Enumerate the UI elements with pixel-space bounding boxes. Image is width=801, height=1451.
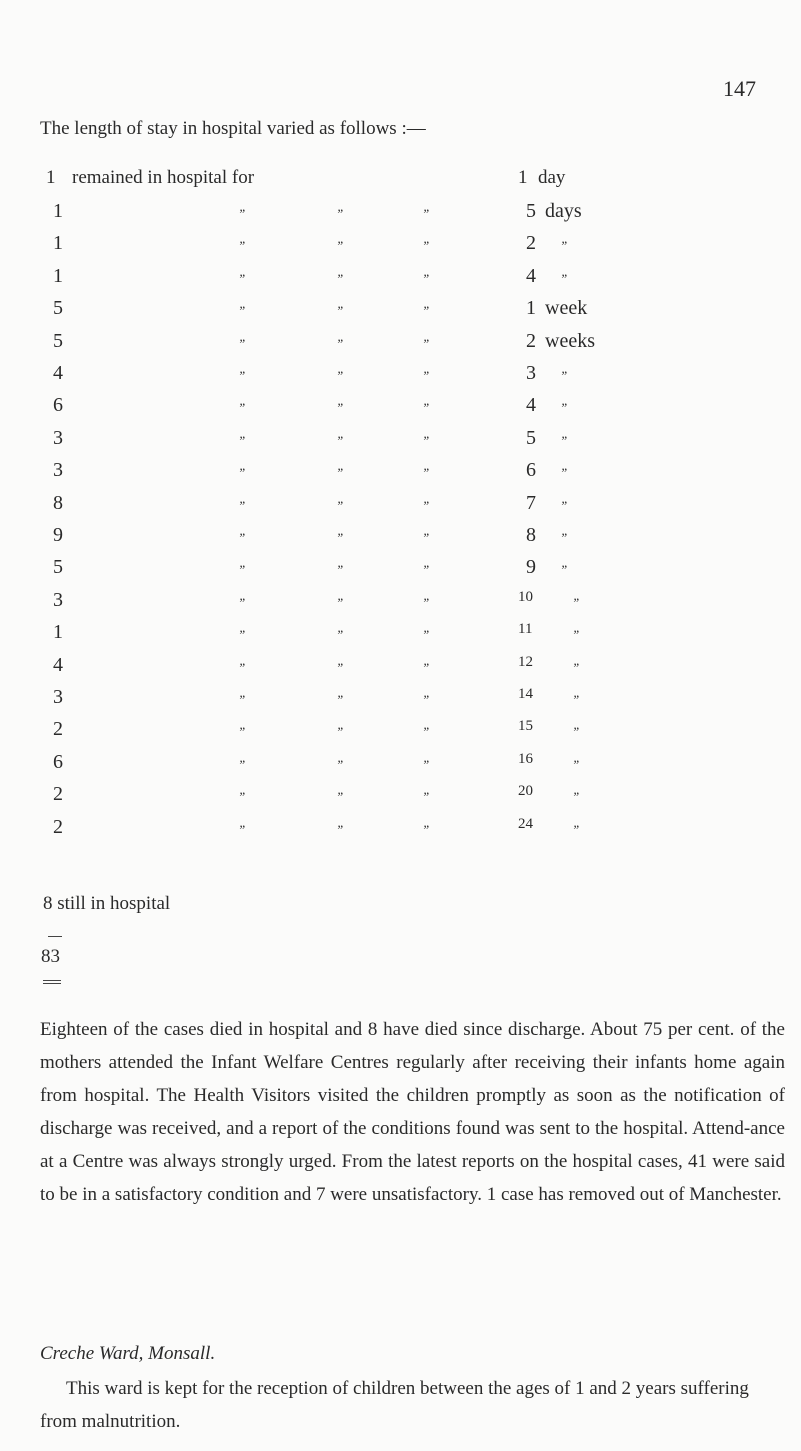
- row-count: 5: [53, 297, 63, 320]
- ditto-mark: ”: [336, 530, 344, 545]
- stay-row: [0, 265, 801, 295]
- stay-row: [0, 492, 801, 522]
- ditto-mark: ”: [336, 497, 344, 513]
- row-duration: 16: [518, 750, 533, 767]
- row-count: 5: [53, 329, 63, 352]
- ditto-mark: ”: [336, 238, 344, 254]
- stay-row: [0, 427, 801, 457]
- ditto-mark: ”: [336, 627, 344, 643]
- double-rule-bottom: [43, 983, 61, 984]
- ditto-mark: ”: [238, 659, 246, 675]
- ditto-mark: ”: [336, 368, 344, 383]
- ditto-mark: ”: [422, 821, 430, 837]
- stay-row: [0, 297, 801, 327]
- stay-row: [0, 621, 801, 651]
- row-count: 1: [53, 232, 63, 255]
- row-count: 3: [53, 686, 63, 708]
- ditto-mark: ”: [422, 335, 430, 351]
- stay-row: [0, 783, 801, 813]
- ditto-mark: ”: [238, 530, 246, 545]
- row-duration: 9: [526, 556, 536, 579]
- ditto-mark: ”: [422, 692, 430, 707]
- still-in-hospital: 8 still in hospital: [43, 893, 171, 914]
- row-duration: 7: [526, 491, 536, 514]
- row-unit: ”: [572, 821, 580, 837]
- row-unit: weeks: [545, 329, 595, 352]
- ditto-mark: ”: [422, 400, 430, 416]
- row-count: 8: [53, 491, 63, 514]
- ditto-mark: ”: [422, 270, 430, 286]
- ditto-mark: ”: [238, 432, 246, 448]
- row-unit: ”: [560, 497, 568, 513]
- page-number: 147: [723, 76, 756, 101]
- row-count: 1: [53, 264, 63, 287]
- row-unit: ”: [560, 530, 568, 545]
- row-unit: ”: [572, 594, 580, 610]
- intro-line: The length of stay in hospital varied as follows :—: [40, 118, 426, 139]
- first-text: remained in hospital for: [72, 167, 255, 188]
- ditto-mark: ”: [422, 238, 430, 254]
- first-duration: 1: [518, 167, 528, 188]
- ditto-mark: ”: [336, 270, 344, 286]
- row-unit: ”: [572, 627, 580, 643]
- ditto-mark: ”: [422, 594, 430, 610]
- row-unit: ”: [560, 562, 568, 578]
- stay-row: [0, 718, 801, 748]
- ditto-mark: ”: [336, 303, 344, 319]
- total-rule: [48, 936, 62, 937]
- row-duration: 14: [518, 686, 533, 702]
- row-duration: 6: [526, 459, 536, 482]
- stay-row: [0, 589, 801, 619]
- row-unit: ”: [560, 368, 568, 383]
- stay-row: [0, 459, 801, 489]
- row-count: 9: [53, 524, 63, 546]
- row-count: 4: [53, 653, 63, 676]
- ditto-mark: ”: [422, 659, 430, 675]
- ditto-mark: ”: [238, 400, 246, 416]
- stay-row: [0, 362, 801, 392]
- ditto-mark: ”: [238, 756, 246, 772]
- row-duration: 12: [518, 653, 533, 670]
- ditto-mark: ”: [238, 238, 246, 254]
- row-duration: 10: [518, 588, 533, 605]
- ditto-mark: ”: [238, 724, 246, 740]
- stay-row: [0, 330, 801, 360]
- row-count: 3: [53, 459, 63, 482]
- row-unit: ”: [572, 756, 580, 772]
- ditto-mark: ”: [336, 789, 344, 805]
- row-count: 2: [53, 718, 63, 741]
- ditto-mark: ”: [238, 335, 246, 351]
- ditto-mark: ”: [238, 789, 246, 805]
- first-unit: day: [538, 167, 566, 188]
- row-count: 3: [53, 588, 63, 611]
- section-paragraph: This ward is kept for the reception of children between the ages of 1 and 2 years suffering from malnutrition.: [40, 1378, 749, 1432]
- discharge-paragraph: Eighteen of the cases died in hospital and 8 have died since discharge. About 75 per cent. of the mothers attended the Infant Welfare Centres regularly after receiving their infants home again from hospital. The Health Visitors visited the children promptly as soon as the notification of discharge was received, and a report of the conditions found was sent to the hospital. Attend-ance at a Centre was always strongly urged. From the latest reports on the hospital cases, 41 were said to be in a satisfactory condition and 7 were unsatisfactory. 1 case has removed out of Manchester.: [40, 1019, 785, 1205]
- stay-row: [0, 232, 801, 262]
- total-count: 83: [41, 946, 60, 967]
- row-duration: 4: [526, 394, 536, 417]
- stay-row: [0, 816, 801, 846]
- ditto-mark: ”: [422, 368, 430, 383]
- row-duration: 20: [518, 783, 533, 800]
- row-duration: 8: [526, 524, 536, 546]
- ditto-mark: ”: [238, 627, 246, 643]
- ditto-mark: ”: [336, 562, 344, 578]
- ditto-mark: ”: [238, 562, 246, 578]
- section-heading: Creche Ward, Monsall.: [40, 1343, 216, 1364]
- row-unit: week: [545, 297, 588, 320]
- row-count: 3: [53, 426, 63, 449]
- row-duration: 15: [518, 718, 533, 735]
- row-duration: 2: [526, 329, 536, 352]
- ditto-mark: ”: [336, 821, 344, 837]
- ditto-mark: ”: [336, 692, 344, 707]
- row-duration: 3: [526, 362, 536, 384]
- row-unit: ”: [560, 400, 568, 416]
- ditto-mark: ”: [422, 562, 430, 578]
- stay-row: [0, 524, 801, 554]
- ditto-mark: ”: [422, 465, 430, 481]
- row-unit: ”: [560, 238, 568, 254]
- ditto-mark: ”: [422, 497, 430, 513]
- row-count: 2: [53, 815, 63, 838]
- ditto-mark: ”: [336, 659, 344, 675]
- ditto-mark: ”: [422, 627, 430, 643]
- row-duration: 1: [526, 297, 536, 320]
- ditto-mark: ”: [336, 432, 344, 448]
- ditto-mark: ”: [422, 530, 430, 545]
- ditto-mark: ”: [422, 432, 430, 448]
- row-duration: 2: [526, 232, 536, 255]
- row-duration: 5: [526, 200, 536, 222]
- ditto-mark: ”: [336, 335, 344, 351]
- ditto-mark: ”: [422, 303, 430, 319]
- row-unit: ”: [572, 659, 580, 675]
- row-duration: 4: [526, 264, 536, 287]
- row-count: 4: [53, 362, 63, 384]
- row-count: 1: [53, 200, 63, 222]
- row-unit: ”: [572, 724, 580, 740]
- ditto-mark: ”: [238, 303, 246, 319]
- row-duration: 11: [518, 621, 533, 638]
- ditto-mark: ”: [336, 400, 344, 416]
- ditto-mark: ”: [238, 206, 246, 221]
- ditto-mark: ”: [238, 692, 246, 707]
- row-count: 5: [53, 556, 63, 579]
- stay-row: [0, 686, 801, 716]
- row-count: 6: [53, 394, 63, 417]
- first-count: 1: [46, 167, 56, 188]
- row-unit: ”: [572, 692, 580, 707]
- double-rule-top: [43, 980, 61, 981]
- row-unit: ”: [560, 432, 568, 448]
- stay-row: [0, 556, 801, 586]
- ditto-mark: ”: [422, 789, 430, 805]
- ditto-mark: ”: [336, 465, 344, 481]
- ditto-mark: ”: [336, 206, 344, 221]
- row-count: 1: [53, 621, 63, 644]
- first-line: [40, 167, 780, 197]
- ditto-mark: ”: [238, 368, 246, 383]
- ditto-mark: ”: [336, 594, 344, 610]
- row-duration: 5: [526, 426, 536, 449]
- stay-row: [0, 394, 801, 424]
- ditto-mark: ”: [238, 497, 246, 513]
- ditto-mark: ”: [238, 270, 246, 286]
- row-unit: ”: [560, 465, 568, 481]
- ditto-mark: ”: [336, 756, 344, 772]
- row-duration: 24: [518, 815, 533, 832]
- ditto-mark: ”: [238, 465, 246, 481]
- row-unit: ”: [572, 789, 580, 805]
- ditto-mark: ”: [422, 206, 430, 221]
- ditto-mark: ”: [238, 594, 246, 610]
- row-unit: days: [545, 200, 582, 222]
- stay-row: [0, 654, 801, 684]
- row-unit: ”: [560, 270, 568, 286]
- stay-row: [0, 200, 801, 230]
- ditto-mark: ”: [422, 724, 430, 740]
- row-count: 2: [53, 783, 63, 806]
- ditto-mark: ”: [238, 821, 246, 837]
- row-count: 6: [53, 750, 63, 773]
- stay-row: [0, 751, 801, 781]
- ditto-mark: ”: [336, 724, 344, 740]
- ditto-mark: ”: [422, 756, 430, 772]
